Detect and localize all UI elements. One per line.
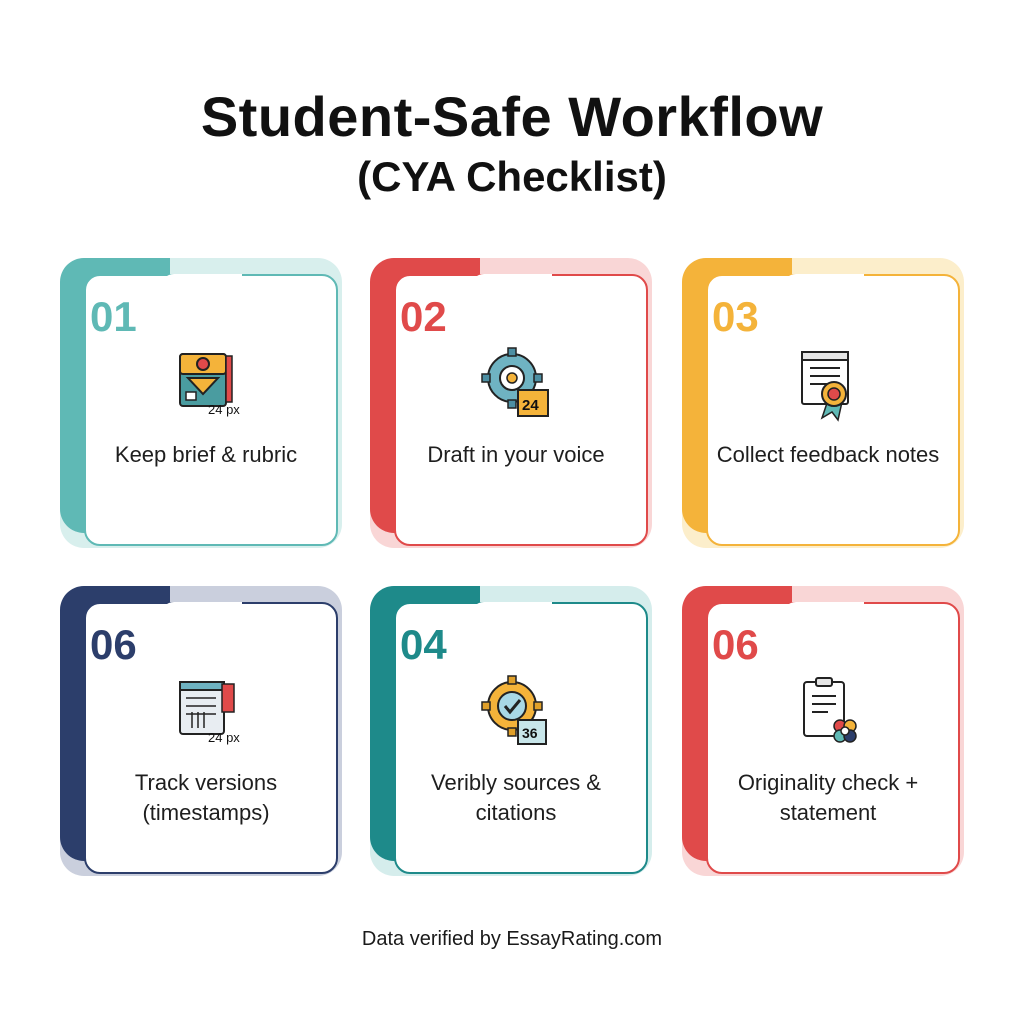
step-number: 06	[90, 621, 137, 668]
footer-credit: Data verified by EssayRating.com	[361, 928, 663, 950]
step-number: 04	[400, 621, 447, 668]
step-card-3	[682, 258, 964, 548]
icon-caption: 24 px	[208, 730, 240, 745]
step-label: Collect feedback notes	[716, 442, 940, 467]
step-label: Track versions (timestamps)	[134, 770, 278, 825]
step-number: 03	[712, 293, 759, 340]
step-card-1	[60, 258, 342, 548]
step-card-4	[60, 586, 342, 876]
step-label: Keep brief & rubric	[114, 442, 298, 467]
icon-caption: 24	[522, 397, 539, 414]
step-number: 02	[400, 293, 447, 340]
gear-check-icon	[476, 672, 556, 752]
step-card-2	[370, 258, 652, 548]
step-label: Originality check + statement	[737, 770, 919, 825]
clipboard-originality-icon	[788, 672, 868, 752]
step-number: 01	[90, 293, 137, 340]
page-title: Student-Safe Workflow	[200, 85, 824, 148]
step-card-6	[682, 586, 964, 876]
page-subtitle: (CYA Checklist)	[357, 153, 667, 200]
spreadsheet-versions-icon	[166, 672, 246, 752]
step-number: 06	[712, 621, 759, 668]
brief-rubric-icon	[166, 344, 246, 424]
step-card-5	[370, 586, 652, 876]
notes-award-icon	[788, 344, 868, 424]
icon-caption: 24 px	[208, 402, 240, 417]
step-label: Veribly sources & citations	[431, 770, 601, 825]
step-label: Draft in your voice	[427, 442, 605, 467]
gear-calendar-icon	[476, 344, 556, 424]
icon-caption: 36	[522, 725, 538, 741]
